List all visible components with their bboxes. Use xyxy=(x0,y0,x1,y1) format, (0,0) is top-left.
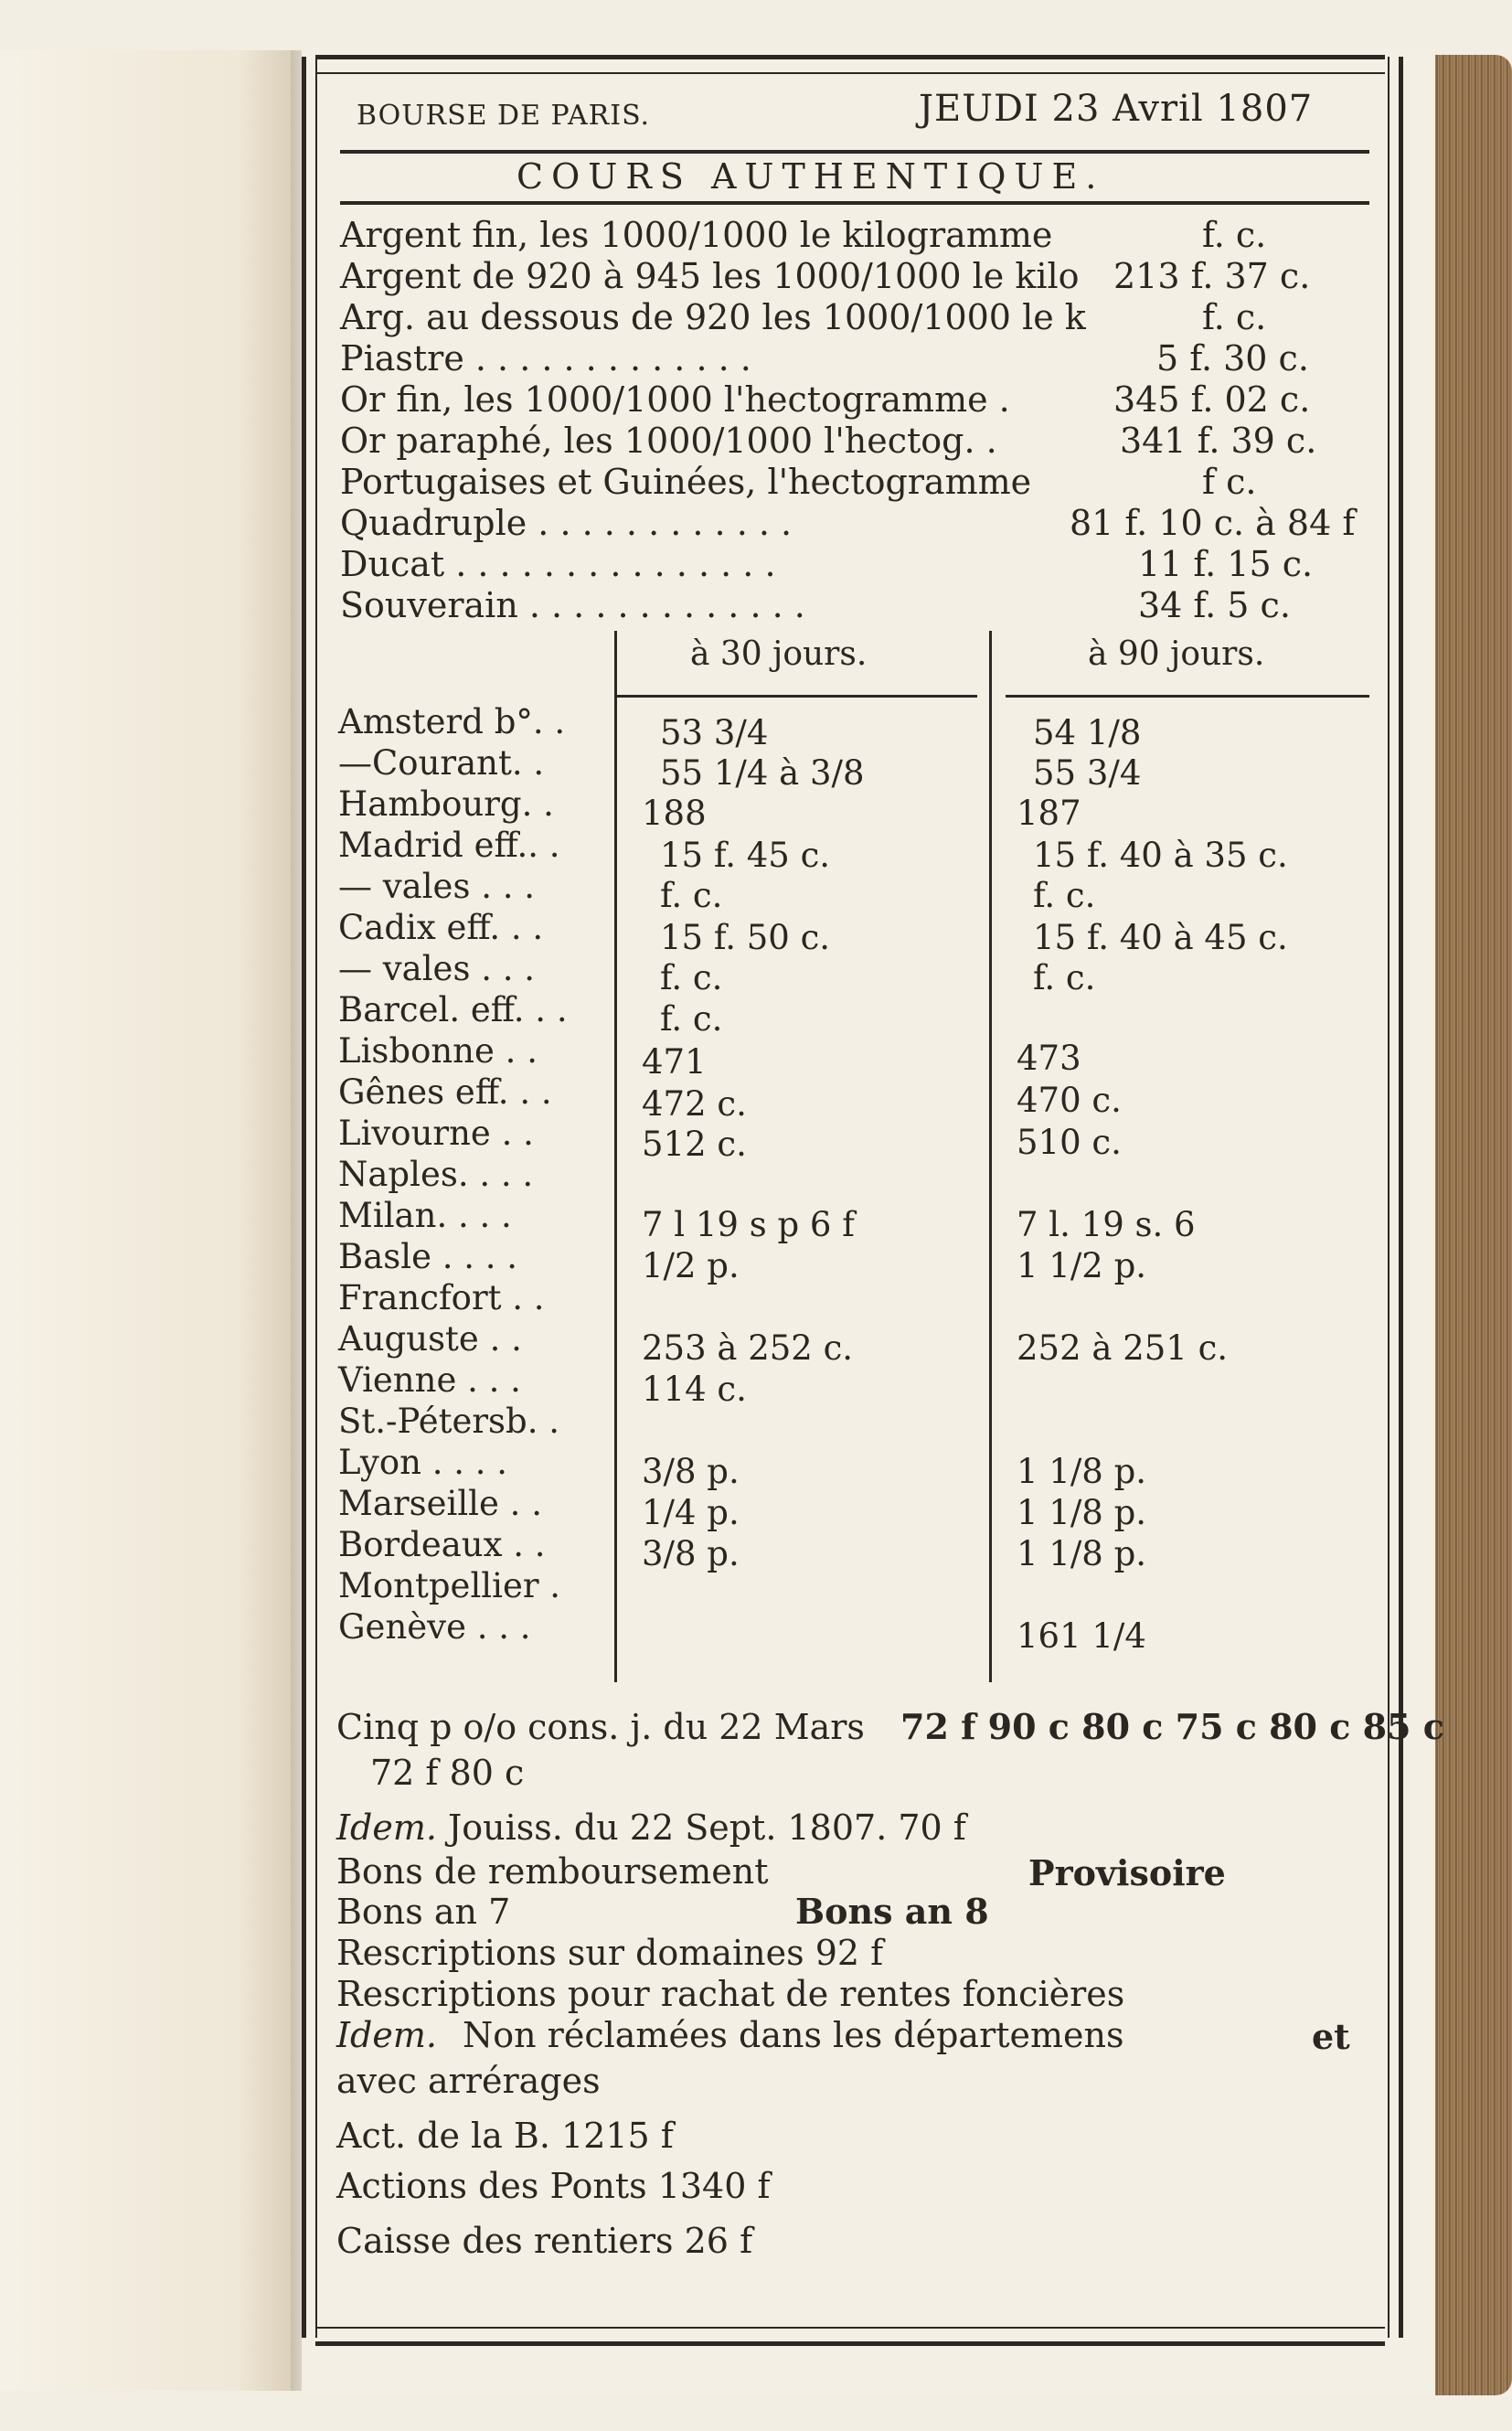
city-label: — vales . . . xyxy=(338,867,536,906)
cinq-values: 72 f 90 c 80 c 75 c 80 c 85 c xyxy=(900,1706,1444,1747)
rate-90: 473 xyxy=(1017,1039,1081,1078)
metal-label: Or fin, les 1000/1000 l'hectogramme . xyxy=(340,379,1010,420)
city-label: Vienne . . . xyxy=(338,1360,521,1400)
rate-30: 253 à 252 c. xyxy=(642,1328,854,1368)
column-divider-right xyxy=(989,631,992,1682)
caisse-rentiers: Caisse des rentiers 26 f xyxy=(336,2221,753,2261)
idem-jouiss: Jouiss. du 22 Sept. 1807. 70 f xyxy=(448,1807,966,1848)
city-label: Genève . . . xyxy=(338,1607,531,1647)
metal-label: Argent fin, les 1000/1000 le kilogramme xyxy=(340,215,1053,255)
metal-value: 345 f. 02 c. xyxy=(1113,379,1311,420)
rate-30: 471 xyxy=(642,1042,707,1082)
rate-90: 1 1/8 p. xyxy=(1017,1452,1147,1491)
rate-90: f. c. xyxy=(1033,876,1096,915)
rate-90: 187 xyxy=(1017,794,1081,833)
idem-label: Idem. xyxy=(336,1807,437,1848)
rate-30: 114 c. xyxy=(642,1370,747,1409)
left-page xyxy=(0,50,297,2391)
city-label: Barcel. eff. . . xyxy=(338,990,568,1029)
rate-30: 15 f. 50 c. xyxy=(660,918,831,957)
city-label: Naples. . . . xyxy=(338,1155,534,1194)
column-divider-left xyxy=(614,631,617,1682)
metal-value: 34 f. 5 c. xyxy=(1138,585,1291,625)
city-label: Lyon . . . . xyxy=(338,1443,508,1482)
city-label: — vales . . . xyxy=(338,949,536,988)
et-word: et xyxy=(1312,2016,1350,2057)
metal-value: f. c. xyxy=(1202,215,1267,255)
header-left: BOURSE DE PARIS. xyxy=(357,100,651,132)
metal-label: Arg. au dessous de 920 les 1000/1000 le k xyxy=(340,297,1086,337)
rate-30: 53 3/4 xyxy=(660,713,769,752)
rate-30: f. c. xyxy=(660,958,723,997)
rate-90: 510 c. xyxy=(1017,1123,1122,1162)
rate-30: f. c. xyxy=(660,999,723,1039)
border-left xyxy=(302,57,317,2338)
city-label: Milan. . . . xyxy=(338,1196,512,1235)
metal-label: Quadruple . . . . . . . . . . . . xyxy=(340,503,793,543)
city-label: Marseille . . xyxy=(338,1484,542,1523)
rate-90: 252 à 251 c. xyxy=(1017,1328,1229,1368)
rate-30: 512 c. xyxy=(642,1125,747,1164)
rate-30: 55 1/4 à 3/8 xyxy=(660,753,865,793)
metal-label: Argent de 920 à 945 les 1000/1000 le kilo xyxy=(340,256,1080,296)
arrerages: avec arrérages xyxy=(336,2061,601,2101)
rate-30: 15 f. 45 c. xyxy=(660,836,831,875)
metal-label: Piastre . . . . . . . . . . . . . xyxy=(340,338,751,379)
rescriptions-domaines: Rescriptions sur domaines 92 f xyxy=(336,1933,884,1973)
cinq-label: Cinq p o/o cons. j. du 22 Mars xyxy=(336,1707,865,1747)
metal-value: 341 f. 39 c. xyxy=(1120,421,1317,461)
rate-90: 7 l. 19 s. 6 xyxy=(1017,1205,1196,1244)
rate-90: 15 f. 40 à 35 c. xyxy=(1033,836,1288,875)
city-label: Hambourg. . xyxy=(338,784,554,824)
metal-label: Ducat . . . . . . . . . . . . . . . xyxy=(340,544,776,584)
rate-90: 1 1/8 p. xyxy=(1017,1534,1147,1573)
bons-an-7: Bons an 7 xyxy=(336,1892,511,1932)
city-label: Cadix eff. . . xyxy=(338,908,544,947)
rate-90: 161 1/4 xyxy=(1017,1616,1146,1656)
metal-value: f. c. xyxy=(1202,297,1267,337)
city-label: Bordeaux . . xyxy=(338,1525,546,1564)
city-label: Amsterd b°. . xyxy=(338,702,566,741)
rescriptions-rachat: Rescriptions pour rachat de rentes foncières xyxy=(336,1974,1125,2014)
city-label: Lisbonne . . xyxy=(338,1031,538,1071)
city-label: Madrid eff.. . xyxy=(338,826,560,865)
metal-value: 81 f. 10 c. à 84 f xyxy=(1070,503,1356,543)
rate-30: 188 xyxy=(642,794,707,833)
rate-30: f. c. xyxy=(660,876,723,915)
border-right xyxy=(1388,57,1403,2338)
border-top xyxy=(315,55,1385,74)
rate-90: 470 c. xyxy=(1017,1081,1122,1120)
bons-remboursement: Bons de remboursement xyxy=(336,1851,769,1892)
rate-90: 15 f. 40 à 45 c. xyxy=(1033,918,1288,957)
title-rule xyxy=(340,201,1369,205)
header-rule xyxy=(340,150,1369,154)
metal-label: Souverain . . . . . . . . . . . . . xyxy=(340,585,805,625)
rate-30: 1/2 p. xyxy=(642,1246,740,1285)
header-date: JEUDI 23 Avril 1807 xyxy=(919,88,1314,130)
metal-label: Or paraphé, les 1000/1000 l'hectog. . xyxy=(340,421,997,461)
city-label: Francfort . . xyxy=(338,1278,545,1317)
city-label: Gênes eff. . . xyxy=(338,1072,552,1112)
city-label: Basle . . . . xyxy=(338,1237,518,1276)
page-edges xyxy=(1426,55,1512,2395)
city-label: Livourne . . xyxy=(338,1114,534,1153)
cinq-values-2: 72 f 80 c xyxy=(370,1753,525,1793)
city-label: Montpellier . xyxy=(338,1566,561,1605)
col90-rule xyxy=(1006,695,1369,698)
city-label: —Courant. . xyxy=(338,743,545,783)
rate-30: 3/8 p. xyxy=(642,1534,740,1573)
rate-30: 472 c. xyxy=(642,1084,747,1124)
bons-an-8: Bons an 8 xyxy=(795,1891,989,1932)
metal-value: 213 f. 37 c. xyxy=(1113,256,1311,296)
actions-ponts: Actions des Ponts 1340 f xyxy=(336,2166,771,2206)
rate-30: 7 l 19 s p 6 f xyxy=(642,1205,855,1244)
city-label: St.-Pétersb. . xyxy=(338,1402,560,1441)
metal-label: Portugaises et Guinées, l'hectogramme xyxy=(340,462,1032,502)
metal-value: f c. xyxy=(1202,462,1257,502)
rate-30: 3/8 p. xyxy=(642,1452,740,1491)
rate-90: f. c. xyxy=(1033,958,1096,997)
rate-90: 54 1/8 xyxy=(1033,713,1142,752)
page-title: COURS AUTHENTIQUE. xyxy=(516,156,1105,197)
provisoire: Provisoire xyxy=(1028,1852,1226,1893)
col-30-days-header: à 30 jours. xyxy=(690,635,868,673)
city-label: Auguste . . xyxy=(338,1319,522,1359)
actions-banque: Act. de la B. 1215 f xyxy=(336,2116,674,2156)
col-90-days-header: à 90 jours. xyxy=(1088,635,1265,673)
rate-90: 55 3/4 xyxy=(1033,753,1142,793)
metal-value: 11 f. 15 c. xyxy=(1138,544,1314,584)
rate-30: 1/4 p. xyxy=(642,1493,740,1532)
col30-rule xyxy=(616,695,977,698)
idem2-label: Idem. xyxy=(336,2015,437,2055)
border-bottom xyxy=(315,2327,1385,2346)
metal-value: 5 f. 30 c. xyxy=(1156,338,1309,379)
rate-90: 1 1/8 p. xyxy=(1017,1493,1147,1532)
rate-90: 1 1/2 p. xyxy=(1017,1246,1147,1285)
non-reclamees: Non réclamées dans les départemens xyxy=(463,2015,1124,2055)
